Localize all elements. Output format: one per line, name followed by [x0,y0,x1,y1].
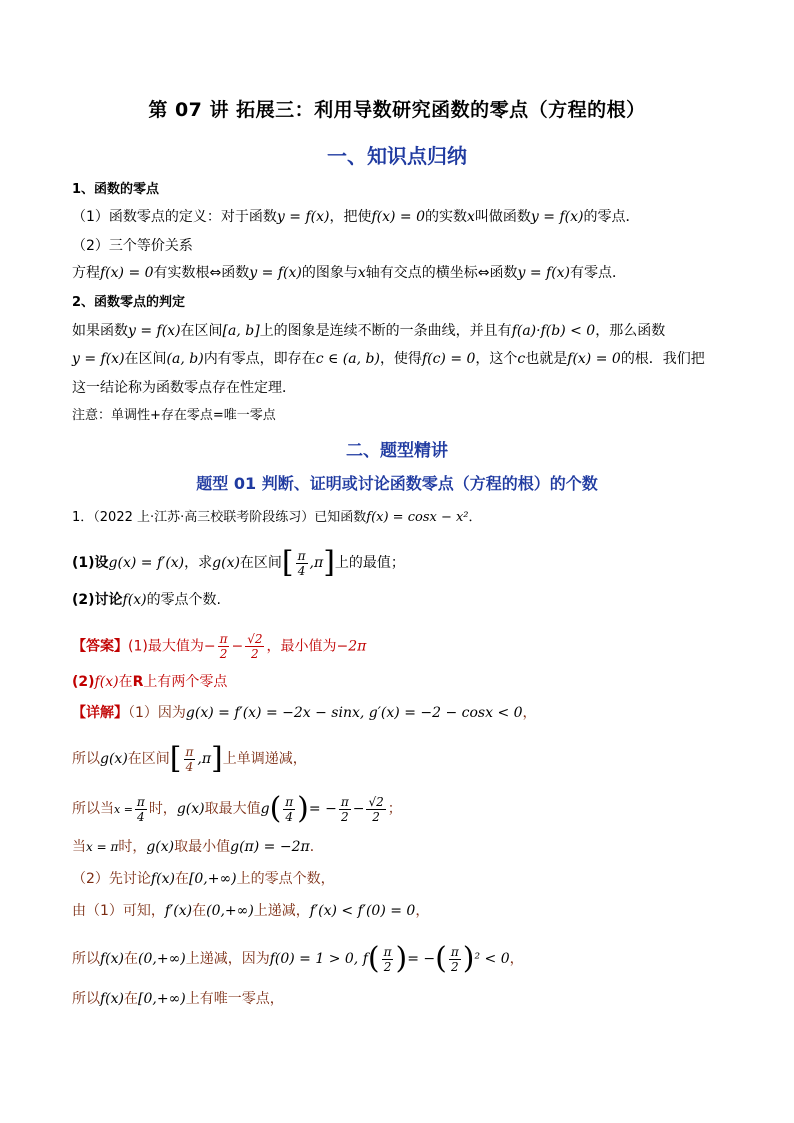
text: ，把使 [329,209,372,225]
text: （1）函数零点的定义：对于函数 [72,209,277,225]
section-heading-knowledge: 一、知识点归纳 [327,144,467,168]
text: ． [309,839,324,855]
text: 当 [72,839,86,855]
text: 有实数根⇔函数 [153,265,250,281]
theorem-line-1 [72,321,665,341]
text: 取最大值 [204,801,261,817]
formula: − [203,638,216,655]
formula: g(x) = f′(x) [108,555,185,571]
denominator: 2 [340,809,349,824]
left-paren: ( [367,941,380,976]
detail-line-3 [72,791,402,826]
detail-tag: 【详解】 [72,705,128,721]
text: 的根．我们把 [620,351,705,367]
text: 所以 [72,951,100,967]
numerator: √2 [368,794,384,809]
text: 上的零点个数， [236,871,335,887]
text: 所以当 [72,801,114,817]
text: 在区间 [124,351,167,367]
formula: f′(x) [164,903,193,919]
formula: c ∈ (a, b) [315,351,380,367]
equivalence-line [72,263,626,283]
text: 在 [174,871,189,887]
text: 上递减， [253,903,310,919]
text: 有零点． [570,265,627,281]
text: ，这个 [475,351,518,367]
formula: f(x) [122,592,147,608]
text: ，最小值为 [266,638,337,655]
formula: = − [308,801,337,817]
answer-line-2 [72,672,227,692]
fraction [218,632,230,661]
text: 上递减，因为 [185,951,270,967]
text: 轴有交点的横坐标⇔函数 [365,265,518,281]
text: 在 [124,951,139,967]
formula: (0,+∞) [206,903,254,919]
knowledge-point-2-title: 2、函数零点的判定 [72,295,186,310]
formula: [a, b] [222,323,260,339]
formula: f(0) = 1 > 0, f [269,951,368,967]
formula: (a, b) [166,351,204,367]
text: 时， [148,801,177,817]
formula: f(x) [150,871,175,887]
text: (2)讨论 [72,592,123,608]
fraction [283,795,295,824]
definition-line [72,207,639,227]
detail-line-7 [72,941,524,976]
text: (1)设 [72,555,109,571]
theorem-line-2 [72,349,705,369]
equivalence-heading: （2）三个等价关系 [72,238,193,254]
text: 1．（2022 上·江苏·高三校联考阶段练习）已知函数 [72,510,367,525]
formula: [0,+∞) [138,991,186,1007]
text: 所以 [72,991,100,1007]
fraction [184,745,196,774]
text: ， [509,951,524,967]
detail-line-1 [72,703,537,723]
text: ，使得 [379,351,422,367]
formula: f(x) = 0 [100,265,154,281]
text: ，那么函数 [595,323,666,339]
formula: f(c) = 0 [421,351,476,367]
detail-line-6 [72,901,429,921]
question-1-stem [72,508,482,528]
formula: f′(x) < f′(0) = 0 [309,903,416,919]
text: 如果函数 [72,323,128,339]
formula: g(x) [100,751,128,767]
fraction [449,945,461,974]
left-bracket: [ [281,545,294,580]
formula: x [357,265,366,281]
lesson-title: 第 07 讲 拓展三：利用导数研究函数的零点（方程的根） [148,99,646,121]
left-paren: ( [435,941,447,976]
fraction [245,632,264,661]
formula: f(x) [94,674,119,690]
note-line: 注意：单调性+存在零点=唯一零点 [72,408,276,423]
text: 上单调递减， [222,751,307,767]
formula: f(x) [100,951,125,967]
formula: f(x) = cosx − x² [366,510,469,525]
text: 取最小值 [174,839,231,855]
numerator: π [185,744,194,759]
answer-tag: 【答案】 [72,638,128,655]
formula: y = f(x) [276,209,330,225]
text: 内有零点，即存在 [203,351,316,367]
formula: − [352,801,365,817]
text: ，求 [184,555,213,571]
fraction [135,795,147,824]
formula: ,π [197,751,212,767]
fraction [382,945,394,974]
text: （2）先讨论 [72,871,151,887]
denominator: 4 [285,809,294,824]
right-paren: ) [462,941,475,976]
fraction [339,795,351,824]
denominator: 4 [137,809,145,824]
formula: f(x) [100,991,125,1007]
text: 在 [118,674,133,690]
detail-line-5 [72,869,335,889]
formula: x = [114,803,133,816]
formula: (0,+∞) [138,951,186,967]
numerator: √2 [247,632,263,646]
numerator: π [297,548,306,563]
fraction [366,795,385,824]
denominator: 2 [450,959,459,974]
text: (2) [72,674,95,690]
text: ； [387,801,402,817]
text: 在 [124,991,139,1007]
formula: y = f(x) [249,265,302,281]
text: 的实数 [425,209,468,225]
text: ， [415,903,430,919]
text: 叫做函数 [474,209,531,225]
text: 由（1）可知， [72,903,165,919]
numerator: π [285,794,294,809]
formula: g(x) = f′(x) = −2x − sinx, g′(x) = −2 − cosx < 0 [185,705,523,721]
numerator: π [219,632,228,646]
formula: [0,+∞) [188,871,237,887]
detail-line-4 [72,837,324,857]
text: 上的最值； [334,555,405,571]
text: 上的图象是连续不断的一条曲线，并且有 [259,323,512,339]
detail-line-2 [72,741,307,776]
formula: − [231,638,244,655]
fraction [296,549,308,578]
detail-line-8 [72,989,284,1009]
answer-line-1 [72,632,366,661]
text: 在 [192,903,207,919]
formula: g(x) [146,839,175,855]
right-paren: ) [297,791,309,826]
right-paren: ) [395,941,408,976]
question-1-part-2 [72,590,221,610]
question-1-part-1 [72,545,405,580]
denominator: 4 [185,759,194,774]
problem-type-heading: 题型 01 判断、证明或讨论函数零点（方程的根）的个数 [196,474,598,493]
denominator: 2 [219,647,228,661]
text: 上有唯一零点， [185,991,284,1007]
formula: y = f(x) [128,323,181,339]
text: R [132,674,144,690]
text: 方程 [72,265,100,281]
formula: y = f(x) [517,265,571,281]
denominator: 2 [383,959,392,974]
numerator: π [136,794,145,809]
text: 的图象与 [301,265,358,281]
text: 的零点． [583,209,640,225]
text: 在区间 [127,751,170,767]
numerator: π [383,944,392,959]
denominator: 2 [372,809,380,824]
formula: ² < 0 [474,951,510,967]
formula: g(π) = −2π [230,839,310,855]
section-heading-problems: 二、题型精讲 [346,441,448,461]
knowledge-point-1-title: 1、函数的零点 [72,182,160,197]
text: 的零点个数. [146,592,222,608]
numerator: π [340,794,349,809]
formula: f(x) = 0 [567,351,621,367]
formula: x = π [86,840,119,854]
right-bracket: ] [211,741,223,776]
text: 所以 [72,751,100,767]
formula: x [467,209,475,225]
formula: y = f(x) [72,351,125,367]
formula: f(a)·f(b) < 0 [511,323,596,339]
text: （1）因为 [128,705,186,721]
formula: ,π [309,555,324,571]
formula: = − [407,951,436,967]
text: ， [522,705,537,721]
formula: g [260,801,270,817]
denominator: 2 [251,647,259,661]
text: 时， [118,839,147,855]
left-bracket: [ [169,741,182,776]
left-paren: ( [269,791,282,826]
formula: c [517,351,526,367]
text: 在区间 [239,555,282,571]
formula: g(x) [212,555,240,571]
text: ． [468,510,482,525]
theorem-line-3: 这一结论称为函数零点存在性定理． [72,380,296,396]
text: 也就是 [525,351,568,367]
formula: y = f(x) [530,209,584,225]
text: 上有两个零点 [143,674,228,690]
right-bracket: ] [323,545,335,580]
formula: f(x) = 0 [371,209,426,225]
formula: −2π [336,638,367,655]
formula: g(x) [176,801,205,817]
text: 在区间 [180,323,223,339]
numerator: π [450,944,459,959]
denominator: 4 [297,563,306,578]
text: (1)最大值为 [128,638,204,655]
